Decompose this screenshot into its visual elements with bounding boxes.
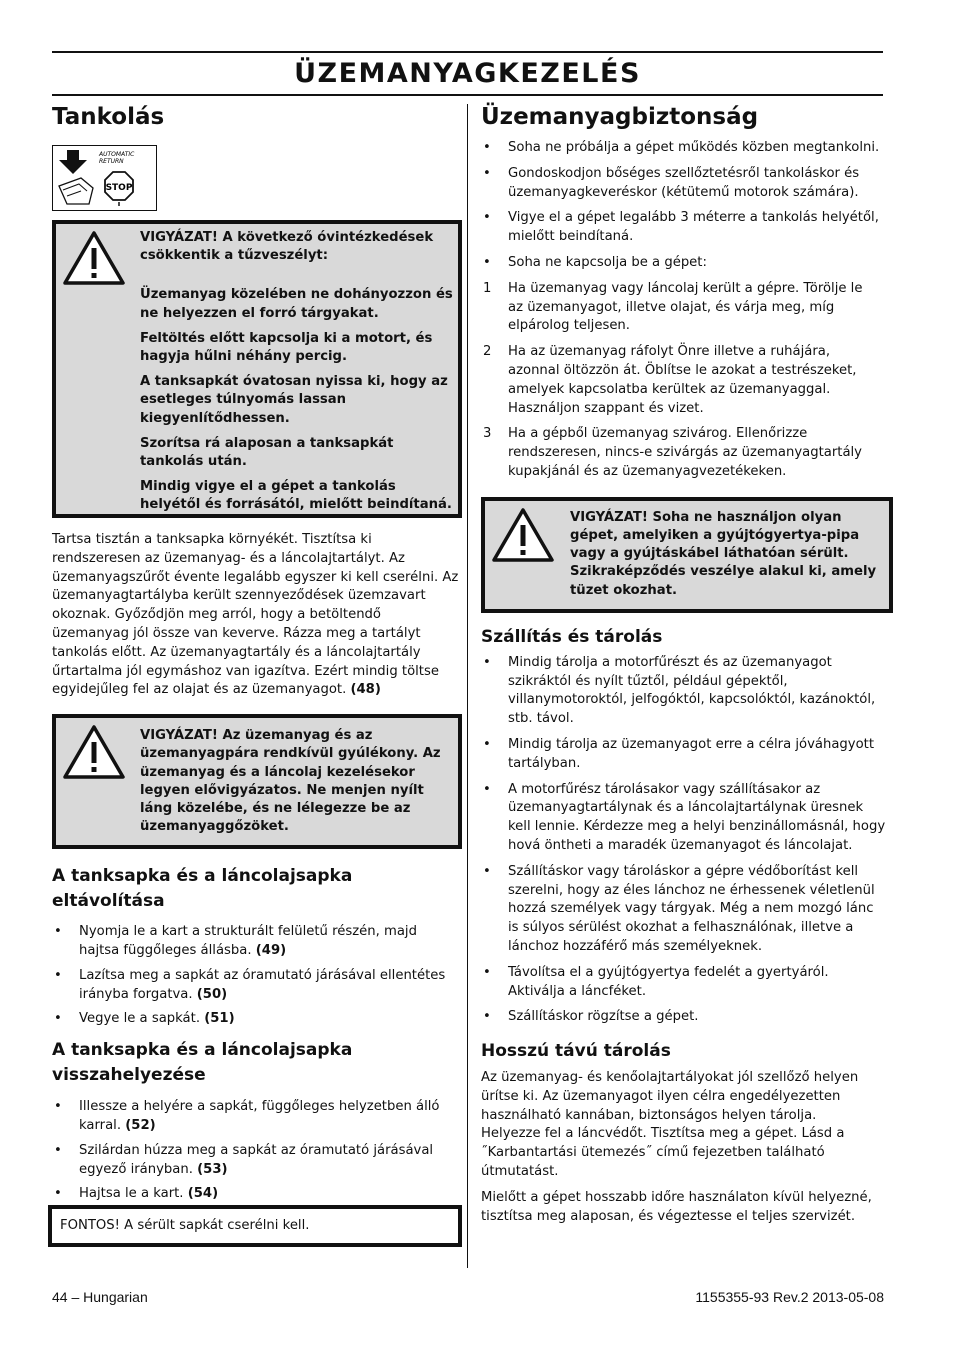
warning-box-fire [52,220,462,518]
transport-list [481,654,886,1027]
warning-box-flammable [52,714,462,849]
stop-label: STOP [105,183,133,193]
warning1-p1: VIGYÁZAT! A következő óvintézkedések csökkentik a tűzveszélyt: [140,230,434,264]
footer-page-number: 44 – Hungarian [52,1289,148,1305]
figure-ref-48: (48) [350,682,381,698]
list-item: • Gondoskodjon bőséges szellőztetésről tankoláskor és üzemanyagkeveréskor (kétütemű motorok számára). [483,165,860,200]
title-rule-top [52,51,883,53]
warning1-p6: Mindig vigye el a gépet a tankolás helyétől és forrásától, mielőtt beindítaná. [140,479,452,513]
warning1-p5: Szorítsa rá alaposan a tanksapkát tankolás után. [140,435,394,470]
numbered-item: 1 Ha üzemanyag vagy láncolaj került a gépre. Törölje le az üzemanyagot, illetve olajat, és várja meg, míg elpárolog teljesen. [483,280,863,334]
longterm-paragraph-1: Az üzemanyag- és kenőolajtartályokat jól szellőző helyen ürítse ki. Az üzemanyagot ilyen célra engedélyezetten használható kannában, biztonságos helyen tárolja. Helyezze fel a láncvédőt. Tisztítsa meg a gépet. Lásd a ˝Karbantartási ütemezés˝ című fejezetben található útmutatást. [481,1070,859,1180]
left-column [52,100,462,1233]
numbered-item: 3 Ha a gépből üzemanyag szivárog. Ellenőrizze rendszeresen, nincs-e szivárgás az üzemanyagtartály kupakjánál és az üzemanyagvezetékeken. [483,426,862,479]
refit-title: A tanksapka és a láncolajsapka visszahelyezése [52,1040,353,1086]
transport-title: Szállítás és tárolás [481,626,663,647]
list-item: • Nyomja le a kart a strukturált felületű részén, majd hajtsa függőleges állásba. (49) [54,924,417,958]
fuel-safety-list [481,139,881,482]
pictogram-label-2: RETURN [99,158,124,165]
warning1-p3: Feltöltés előtt kapcsolja ki a motort, és hagyja hűlni néhány percig. [140,330,433,365]
longterm-title: Hosszú távú tárolás [481,1041,671,1062]
list-item: • Vigye el a gépet legalább 3 méterre a tankolás helyétől, mielőtt beindítaná. [483,210,879,245]
pictogram-label-1: AUTOMATIC [99,151,135,158]
warning-triangle-icon [62,724,126,780]
page-title: ÜZEMANYAGKEZELÉS [294,58,641,89]
list-item: • Szilárdan húzza meg a sapkát az óramutató járásával egyező irányban. (53) [54,1142,434,1177]
warning-triangle-icon [62,230,126,286]
right-column [481,100,893,1226]
fuel-cleanliness-paragraph [52,531,462,700]
fuel-cleanliness-text: Tartsa tisztán a tanksapka környékét. Tisztítsa ki rendszeresen az üzemanyag- és a láncolajtartályt. Az üzemanyagszűrőt évente legalább egyszer ki kell cserélni. Az üzemanyagtartályba került szennyeződések üzemzavart okoznak. Győződjön meg arról, hogy a betöltendő üzemanyag jól össze van keverve. Rázza meg a tartályt tankolás előtt. Az üzemanyagtartály és a láncolajtartály űrtartalma jól egymáshoz van igazítva. Ezért mindig töltse egyidejűleg fel az olajat és az üzemanyagot. [52,532,459,698]
list-item: • A motorfűrész tárolásakor vagy szállításakor az üzemanyagtartálynak és a láncolajtartálynak üresnek kell lennie. Kérdezze meg a helyi benzinállomásnál, hogy hová öntheti a maradék üzemanyagot és láncolajat. [483,781,886,853]
fuel-cap-stop-icon [53,146,156,210]
refit-list [52,1098,447,1204]
warning2-text: VIGYÁZAT! Az üzemanyag és az üzemanyagpára rendkívül gyúlékony. Az üzemanyag és a láncolaj kezelésekor legyen elővigyázatos. Ne menjen nyílt láng közelébe, és ne lélegezze be az üzemanyaggőzöket. [140,728,441,835]
important-note [48,1205,462,1247]
footer-document-id: 1155355-93 Rev.2 2013-05-08 [695,1289,884,1305]
section-title-tankolas: Tankolás [52,104,165,130]
section-title-fuel-safety: Üzemanyagbiztonság [481,104,759,130]
list-item: • Lazítsa meg a sapkát az óramutató járásával ellentétes irányba forgatva. (50) [54,967,446,1002]
list-item: • Szállításkor vagy tároláskor a gépre védőborítást kell szerelni, hogy az éles lánchoz ne érhessenek véletlenül hozzá személyek vagy tárgyak. Még a nem mozgó lánc is súlyos sérülést okozhat a felhasználónak, illetve a lánchoz hozzáférő más személyeknek. [483,863,875,954]
list-item: • Soha ne próbálja a gépet működés közben megtankolni. [483,140,880,155]
list-item: • Szállításkor rögzítse a gépet. [483,1009,699,1025]
warning3-text: VIGYÁZAT! Soha ne használjon olyan gépet, amelyiken a gyújtógyertya-pipa vagy a gyújtáskábel láthatóan sérült. Szikraképződés veszélye alakul ki, amely tüzet okozhat. [570,509,877,598]
column-divider [467,104,468,1268]
list-item: • Mindig tárolja az üzemanyagot erre a célra jóváhagyott tartályban. [483,736,874,771]
fuel-pictogram [52,145,157,211]
list-item: • Távolítsa el a gyújtógyertya fedelét a gyertyáról. Aktiválja a láncféket. [483,964,829,999]
title-rule-bottom [52,94,883,96]
removal-list [52,923,457,1029]
important-note-text: FONTOS! A sérült sapkát cserélni kell. [60,1218,310,1233]
warning-box-spark [481,497,893,613]
removal-title: A tanksapka és a láncolajsapka eltávolítása [52,866,353,912]
numbered-item: 2 Ha az üzemanyag ráfolyt Önre illetve a ruhájára, azonnal öltözzön át. Öblítse le azokat a testrészeket, amelyek kapcsolatba kerültek az üzemanyaggal. Használjon szappant és vizet. [483,344,857,416]
longterm-paragraph-2: Mielőtt a gépet hosszabb időre használaton kívül helyezné, tisztítsa meg alaposan, és végeztesse el teljes szervizét. [481,1189,872,1224]
warning-triangle-icon [491,507,555,563]
warning1-p4: A tanksapkát óvatosan nyissa ki, hogy az esetleges túlnyomás lassan kiegyenlítődhessen. [140,374,448,426]
list-item: • Mindig tárolja a motorfűrészt és az üzemanyagot szikráktól és nyílt tűztől, például gépektől, villanymotoroktól, jelfogóktól, kapcsolóktól, kazánoktól, stb. távol. [483,654,876,727]
list-item: • Hajtsa le a kart. (54) [54,1186,219,1202]
warning1-p2: Üzemanyag közelében ne dohányozzon és ne helyezzen el forró tárgyakat. [140,287,453,321]
list-item: • Illessze a helyére a sapkát, függőleges helyzetben álló karral. (52) [54,1099,440,1133]
list-item: • Soha ne kapcsolja be a gépet: [483,254,707,270]
list-item: • Vegye le a sapkát. (51) [54,1011,235,1027]
